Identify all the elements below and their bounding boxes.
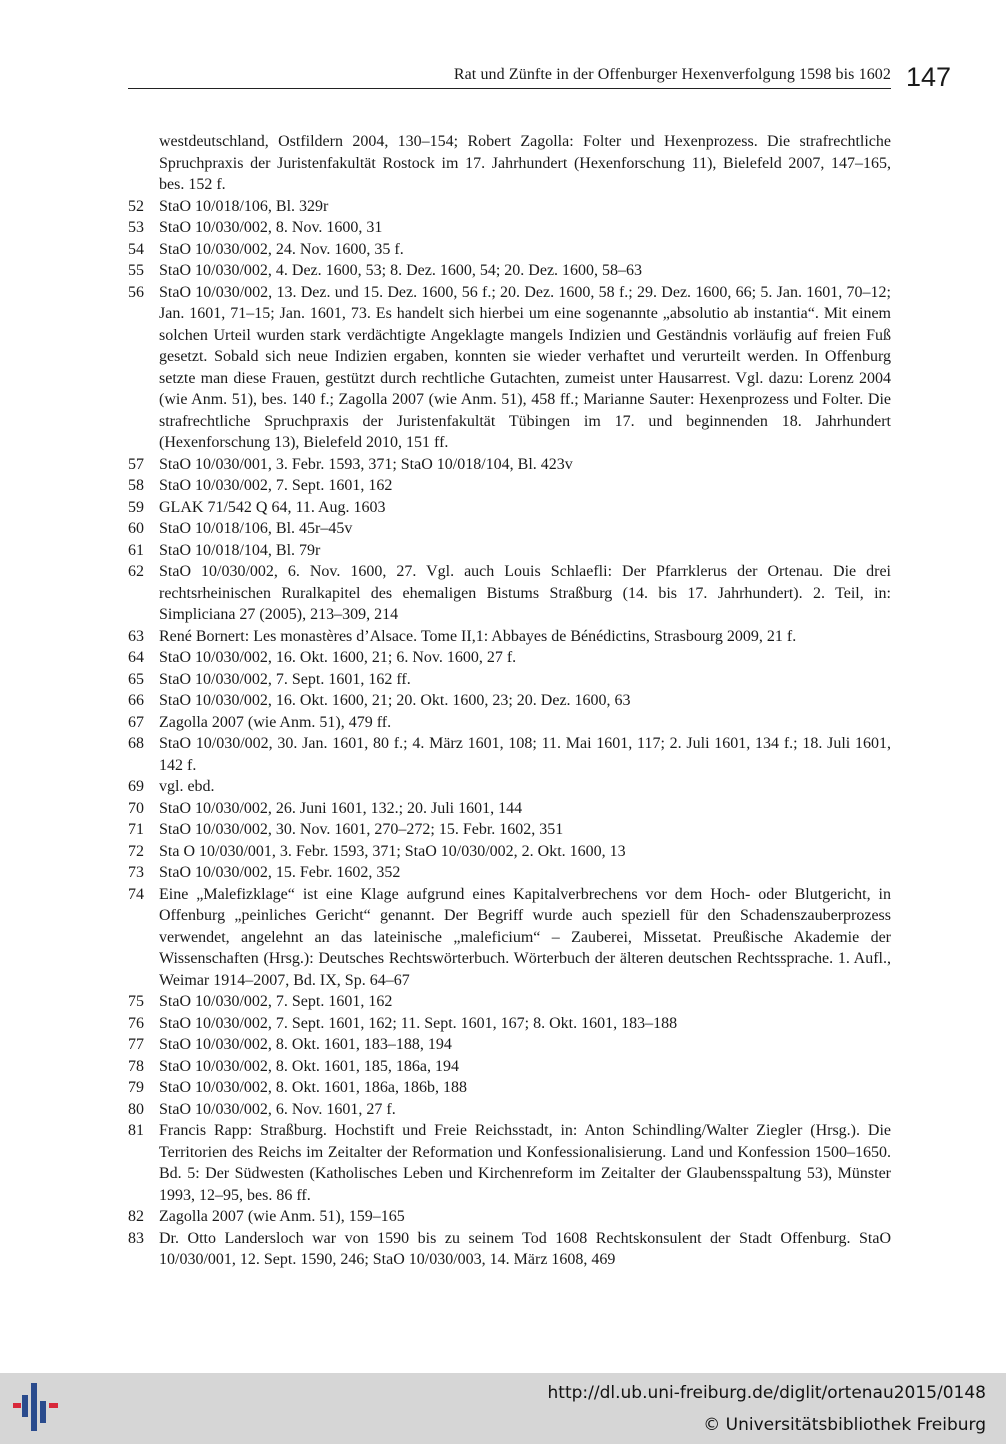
endnote-item	[128, 1034, 891, 1056]
endnote-item	[128, 819, 891, 841]
ub-freiburg-logo-icon	[10, 1383, 64, 1433]
endnote-text: StaO 10/030/002, 8. Okt. 1601, 183–188, 194	[159, 1036, 452, 1053]
endnote-number: 82	[128, 1208, 144, 1225]
endnote-text: StaO 10/018/104, Bl. 79r	[159, 541, 321, 559]
endnote-number: 66	[128, 692, 144, 709]
endnote-text: StaO 10/030/002, 6. Nov. 1601, 27 f.	[159, 1100, 396, 1118]
endnote-item	[128, 196, 891, 218]
endnote-number: 74	[128, 885, 144, 903]
endnote-text: StaO 10/018/106, Bl. 45r–45v	[159, 520, 353, 537]
source-url-link[interactable]: http://dl.ub.uni-freiburg.de/diglit/ortenau2015/0148	[547, 1383, 986, 1403]
endnote-item	[128, 1228, 891, 1271]
endnote-text: StaO 10/030/002, 24. Nov. 1600, 35 f.	[159, 240, 404, 258]
endnotes-list	[128, 131, 891, 1271]
endnote-number: 52	[128, 197, 144, 215]
endnote-item	[128, 260, 891, 282]
endnote-text: StaO 10/030/002, 8. Nov. 1600, 31	[159, 219, 383, 236]
endnote-number: 75	[128, 993, 144, 1010]
endnote-item	[128, 712, 891, 734]
endnote-item	[128, 217, 891, 239]
endnote-number: 83	[128, 1229, 144, 1247]
page-number: 147	[906, 62, 952, 92]
endnote-item	[128, 1206, 891, 1228]
endnote-item	[128, 862, 891, 884]
endnote-item	[128, 991, 891, 1013]
endnote-text: Zagolla 2007 (wie Anm. 51), 479 ff.	[159, 713, 392, 731]
endnote-item	[128, 518, 891, 540]
endnote-item	[128, 282, 891, 454]
running-header	[128, 58, 956, 98]
endnote-item	[128, 561, 891, 626]
endnote-text: StaO 10/030/002, 7. Sept. 1601, 162	[159, 477, 393, 494]
endnote-item	[128, 131, 891, 196]
endnote-text: StaO 10/030/002, 30. Nov. 1601, 270–272; 15. Febr. 1602, 351	[159, 821, 564, 838]
endnote-number: 53	[128, 219, 144, 236]
endnote-text: vgl. ebd.	[159, 778, 215, 795]
endnote-number: 60	[128, 520, 144, 537]
endnote-item	[128, 1056, 891, 1078]
endnote-text: StaO 10/030/002, 7. Sept. 1601, 162; 11. Sept. 1601, 167; 8. Okt. 1601, 183–188	[159, 1014, 678, 1032]
endnote-item	[128, 647, 891, 669]
endnote-text: Zagolla 2007 (wie Anm. 51), 159–165	[159, 1208, 405, 1225]
endnote-text: StaO 10/018/106, Bl. 329r	[159, 197, 329, 215]
endnote-item	[128, 497, 891, 519]
endnote-text: StaO 10/030/002, 13. Dez. und 15. Dez. 1600, 56 f.; 20. Dez. 1600, 58 f.; 29. Dez. 1600, 66; 5. Jan. 1601, 70–12; Jan. 1601, 71–15; Jan. 1601, 73. Es handelt sich hierbei um eine sogenannte „absolutio ab instantia“. Mit einem solchen Urteil wurden stark verdächtigte Angeklagte mangels Indizien und Geständnis vorläufig auf freien Fuß gesetzt. Sobald sich neue Indizien ergaben, konnten sie wieder verhaftet und verurteilt werden. In Offenburg setzte man diese Frauen, gestützt durch rechtliche Gutachten, zumeist unter Hausarrest. Vgl. dazu: Lorenz 2004 (wie Anm. 51), bes. 140 f.; Zagolla 2007 (wie Anm. 51), 458 ff.; Marianne Sauter: Hexenprozess und Folter. Die strafrechtliche Spruchpraxis der Juristenfakultät Tübingen im 17. und beginnenden 18. Jahrhundert (Hexenforschung 13), Bielefeld 2010, 151 ff.	[159, 283, 891, 451]
endnote-text: StaO 10/030/002, 7. Sept. 1601, 162	[159, 993, 393, 1010]
endnote-text: StaO 10/030/001, 3. Febr. 1593, 371; StaO 10/018/104, Bl. 423v	[159, 455, 573, 473]
endnote-item	[128, 239, 891, 261]
endnote-number: 56	[128, 283, 144, 301]
endnote-number: 71	[128, 821, 144, 838]
endnote-number: 68	[128, 735, 144, 752]
copyright-text: © Universitätsbibliothek Freiburg	[703, 1415, 986, 1435]
endnote-text: StaO 10/030/002, 7. Sept. 1601, 162 ff.	[159, 670, 411, 688]
endnote-item	[128, 1013, 891, 1035]
endnote-number: 70	[128, 799, 144, 817]
endnote-item	[128, 669, 891, 691]
endnote-number: 54	[128, 240, 144, 258]
endnote-number: 81	[128, 1122, 144, 1139]
endnote-text: StaO 10/030/002, 15. Febr. 1602, 352	[159, 864, 401, 881]
endnote-number: 80	[128, 1100, 144, 1118]
endnote-item	[128, 626, 891, 648]
endnote-text: StaO 10/030/002, 6. Nov. 1600, 27. Vgl. auch Louis Schlaefli: Der Pfarrklerus der Ortenau. Die drei rechtsrheinischen Ruralkapitel des ehemaligen Bistums Straßburg (14. bis 17. Jahrhundert). 2. Teil, in: Simpliciana 27 (2005), 213–309, 214	[159, 563, 891, 623]
endnote-text: StaO 10/030/002, 8. Okt. 1601, 186a, 186b, 188	[159, 1079, 467, 1096]
endnote-number: 67	[128, 713, 144, 731]
endnote-number: 77	[128, 1036, 144, 1053]
footer-bar	[0, 1373, 1006, 1444]
endnote-text: westdeutschland, Ostfildern 2004, 130–154; Robert Zagolla: Folter und Hexenprozess. Die strafrechtliche Spruchpraxis der Juristenfakultät Rostock im 17. Jahrhundert (Hexenforschung 11), Bielefeld 2007, 147–165, bes. 152 f.	[159, 133, 891, 193]
endnote-item	[128, 798, 891, 820]
endnote-text: Sta O 10/030/001, 3. Febr. 1593, 371; StaO 10/030/002, 2. Okt. 1600, 13	[159, 842, 626, 860]
endnote-number: 62	[128, 563, 144, 580]
endnote-item	[128, 1077, 891, 1099]
endnote-text: Francis Rapp: Straßburg. Hochstift und Freie Reichsstadt, in: Anton Schindling/Walter Ziegler (Hrsg.). Die Territorien des Reichs im Zeitalter der Reformation und Konfessionalisierung. Land und Konfession 1500–1650. Bd. 5: Der Südwesten (Katholisches Leben und Kirchenreform im Zeitalter der Glaubensspaltung 53), Münster 1993, 12–95, bes. 86 ff.	[159, 1122, 891, 1204]
endnote-number: 78	[128, 1057, 144, 1075]
endnote-text: René Bornert: Les monastères d’Alsace. Tome II,1: Abbayes de Bénédictins, Strasbourg 2009, 21 f.	[159, 627, 797, 645]
endnote-item	[128, 475, 891, 497]
endnote-item	[128, 1120, 891, 1206]
endnote-number: 59	[128, 498, 144, 516]
header-rule	[128, 88, 891, 89]
endnote-item	[128, 733, 891, 776]
endnote-text: StaO 10/030/002, 30. Jan. 1601, 80 f.; 4. März 1601, 108; 11. Mai 1601, 117; 2. Juli 1601, 134 f.; 18. Juli 1601, 142 f.	[159, 735, 891, 774]
endnote-item	[128, 776, 891, 798]
endnote-text: StaO 10/030/002, 26. Juni 1601, 132.; 20. Juli 1601, 144	[159, 799, 523, 817]
endnote-number: 55	[128, 262, 144, 279]
endnote-number: 69	[128, 778, 144, 795]
endnote-number: 61	[128, 541, 144, 559]
endnote-number: 72	[128, 842, 144, 860]
endnote-item	[128, 690, 891, 712]
endnote-text: GLAK 71/542 Q 64, 11. Aug. 1603	[159, 498, 386, 516]
endnote-text: StaO 10/030/002, 16. Okt. 1600, 21; 6. Nov. 1600, 27 f.	[159, 649, 517, 666]
endnote-number: 65	[128, 670, 144, 688]
endnote-text: Dr. Otto Landersloch war von 1590 bis zu seinem Tod 1608 Rechtskonsulent der Stadt Offenburg. StaO 10/030/001, 12. Sept. 1590, 246; StaO 10/030/003, 14. März 1608, 469	[159, 1229, 891, 1268]
endnote-number: 63	[128, 627, 144, 645]
endnote-text: Eine „Malefizklage“ ist eine Klage aufgrund eines Kapitalverbrechens vor dem Hoch- oder Blutgericht, in Offenburg „peinliches Gericht“ genannt. Der Begriff wurde auch speziell für den Schadenszauberprozess verwendet, angelehnt an das lateinische „maleficium“ – Zauberei, Missetat. Preußische Akademie der Wissenschaften (Hrsg.): Deutsches Rechtswörterbuch. Wörterbuch der älteren deutschen Rechtssprache. 1. Aufl., Weimar 1914–2007, Bd. IX, Sp. 64–67	[159, 885, 891, 989]
endnote-item	[128, 540, 891, 562]
running-title: Rat und Zünfte in der Offenburger Hexenverfolgung 1598 bis 1602	[453, 66, 891, 83]
endnote-number: 79	[128, 1079, 144, 1096]
endnote-item	[128, 454, 891, 476]
endnote-number: 73	[128, 864, 144, 881]
endnote-item	[128, 1099, 891, 1121]
endnote-number: 58	[128, 477, 144, 494]
endnote-item	[128, 884, 891, 992]
endnote-text: StaO 10/030/002, 16. Okt. 1600, 21; 20. Okt. 1600, 23; 20. Dez. 1600, 63	[159, 692, 631, 709]
endnote-item	[128, 841, 891, 863]
endnote-text: StaO 10/030/002, 4. Dez. 1600, 53; 8. Dez. 1600, 54; 20. Dez. 1600, 58–63	[159, 262, 643, 279]
endnote-number: 64	[128, 649, 144, 666]
endnote-number: 76	[128, 1014, 144, 1032]
endnote-number: 57	[128, 455, 144, 473]
endnote-text: StaO 10/030/002, 8. Okt. 1601, 185, 186a, 194	[159, 1057, 459, 1075]
